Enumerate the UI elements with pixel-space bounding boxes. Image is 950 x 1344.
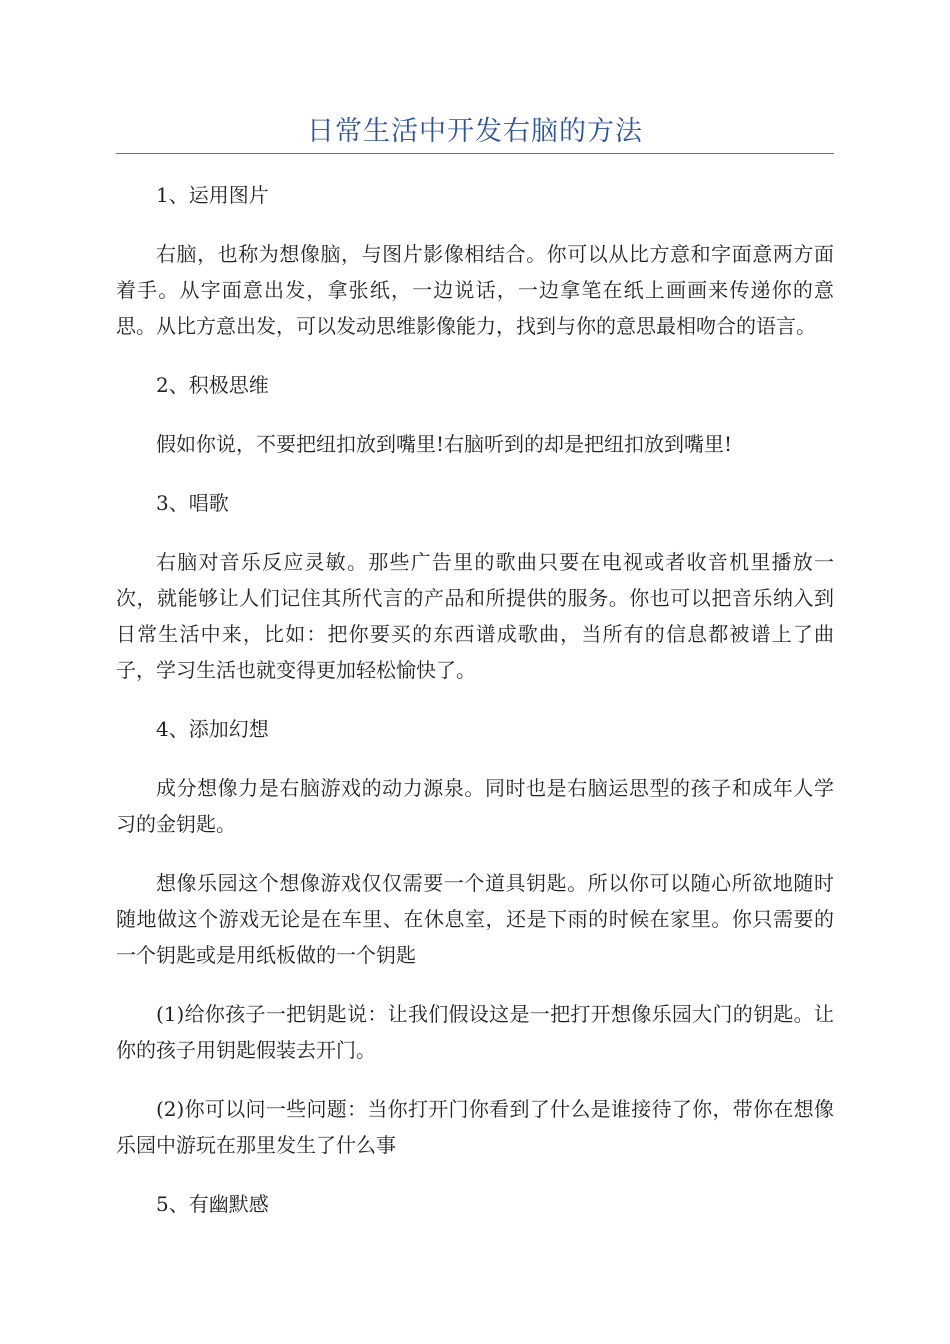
paragraph: 右脑对音乐反应灵敏。那些广告里的歌曲只要在电视或者收音机里播放一次，就能够让人们记住其所代言的产品和所提供的服务。你也可以把音乐纳入到日常生活中来，比如：把你要买的东西谱成歌曲，当所有的信息都被谱上了曲子，学习生活也就变得更加轻松愉快了。 <box>116 550 834 682</box>
paragraph: (2)你可以问一些问题：当你打开门你看到了什么是谁接待了你，带你在想像乐园中游玩在那里发生了什么事 <box>116 1097 834 1157</box>
paragraph: 假如你说，不要把纽扣放到嘴里!右脑听到的却是把纽扣放到嘴里! <box>156 432 733 456</box>
heading-positive-thinking: 2、积极思维 <box>156 373 269 397</box>
document-body <box>116 177 834 1245</box>
paragraph: 成分想像力是右脑游戏的动力源泉。同时也是右脑运思型的孩子和成年人学习的金钥匙。 <box>116 776 834 836</box>
paragraph: 想像乐园这个想像游戏仅仅需要一个道具钥匙。所以你可以随心所欲地随时随地做这个游戏无论是在车里、在休息室，还是下雨的时候在家里。你只需要的一个钥匙或是用纸板做的一个钥匙 <box>116 871 834 967</box>
heading-add-fantasy: 4、添加幻想 <box>156 717 269 741</box>
heading-humor: 5、有幽默感 <box>156 1192 269 1216</box>
heading-singing: 3、唱歌 <box>156 491 229 515</box>
heading-use-images: 1、运用图片 <box>156 183 269 207</box>
paragraph: 右脑，也称为想像脑，与图片影像相结合。你可以从比方意和字面意两方面着手。从字面意出发，拿张纸，一边说话，一边拿笔在纸上画画来传递你的意思。从比方意出发，可以发动思维影像能力，找到与你的意思最相吻合的语言。 <box>116 242 834 338</box>
document-title: 日常生活中开发右脑的方法 <box>307 116 643 147</box>
paragraph: (1)给你孩子一把钥匙说：让我们假设这是一把打开想像乐园大门的钥匙。让你的孩子用钥匙假装去开门。 <box>116 1002 834 1062</box>
title-underline <box>116 153 834 154</box>
